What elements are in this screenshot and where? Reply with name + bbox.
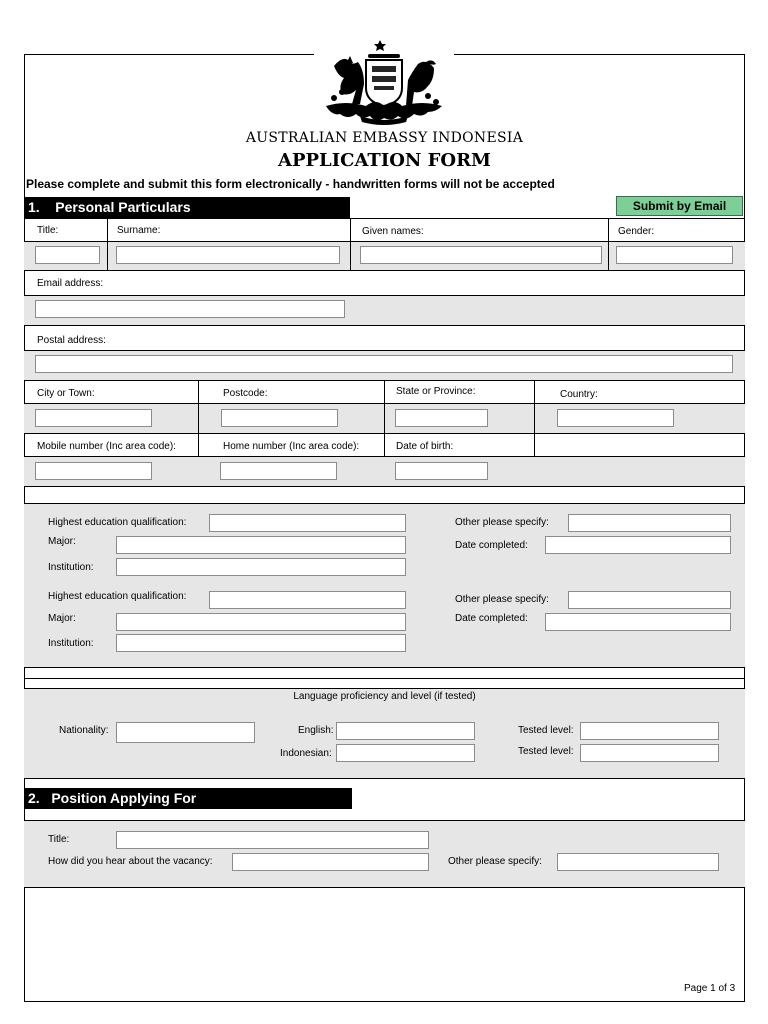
vacancy-source-input[interactable]	[232, 853, 429, 871]
other-specify-label-2: Other please specify:	[455, 594, 549, 605]
divider	[24, 486, 745, 487]
english-label: English:	[298, 725, 334, 736]
postal-address-label: Postal address:	[37, 335, 106, 346]
vacancy-source-label: How did you hear about the vacancy:	[48, 856, 213, 867]
state-input[interactable]	[395, 409, 488, 427]
date-completed-input-1[interactable]	[545, 536, 731, 554]
city-label: City or Town:	[37, 388, 95, 399]
section-1-heading: 1. Personal Particulars	[24, 197, 350, 218]
institution-input-2[interactable]	[116, 634, 406, 652]
position-title-input[interactable]	[116, 831, 429, 849]
postal-address-input[interactable]	[35, 355, 733, 373]
given-names-label: Given names:	[362, 226, 424, 237]
other-specify-input-3[interactable]	[557, 853, 719, 871]
other-specify-input-2[interactable]	[568, 591, 731, 609]
state-label: State or Province:	[396, 386, 476, 397]
divider	[384, 433, 385, 456]
embassy-name: AUSTRALIAN EMBASSY INDONESIA	[245, 130, 524, 146]
email-input[interactable]	[35, 300, 345, 318]
nationality-label: Nationality:	[59, 725, 109, 736]
indonesian-label: Indonesian:	[280, 748, 332, 759]
surname-label: Surname:	[117, 225, 161, 236]
highest-qual-input-1[interactable]	[209, 514, 406, 532]
home-number-label: Home number (Inc area code):	[223, 441, 360, 452]
divider	[24, 270, 745, 271]
form-title: APPLICATION FORM	[278, 150, 491, 171]
divider	[198, 380, 199, 433]
highest-qual-label-1: Highest education qualification:	[48, 517, 187, 528]
date-completed-label-1: Date completed:	[455, 540, 528, 551]
divider	[198, 433, 199, 456]
tested-level-input-1[interactable]	[580, 722, 719, 740]
major-label-1: Major:	[48, 536, 76, 547]
postcode-label: Postcode:	[223, 388, 268, 399]
divider	[534, 380, 535, 433]
divider	[24, 678, 745, 679]
divider	[350, 218, 351, 270]
tested-level-label-2: Tested level:	[518, 746, 574, 757]
major-label-2: Major:	[48, 613, 76, 624]
coat-of-arms-icon	[316, 36, 452, 128]
email-label: Email address:	[37, 278, 104, 289]
divider	[24, 218, 745, 219]
divider	[24, 325, 745, 326]
gender-label: Gender:	[618, 226, 655, 237]
tested-level-input-2[interactable]	[580, 744, 719, 762]
divider	[24, 667, 745, 668]
mobile-label: Mobile number (Inc area code):	[37, 441, 176, 452]
title-input[interactable]	[35, 246, 100, 264]
highest-qual-label-2: Highest education qualification:	[48, 591, 187, 602]
city-input[interactable]	[35, 409, 152, 427]
date-completed-input-2[interactable]	[545, 613, 731, 631]
divider	[24, 778, 745, 779]
gender-input[interactable]	[616, 246, 733, 264]
divider	[384, 380, 385, 433]
other-specify-label-1: Other please specify:	[455, 517, 549, 528]
major-input-1[interactable]	[116, 536, 406, 554]
submit-by-email-button[interactable]: Submit by Email	[616, 196, 743, 216]
institution-input-1[interactable]	[116, 558, 406, 576]
institution-label-1: Institution:	[48, 562, 94, 573]
major-input-2[interactable]	[116, 613, 406, 631]
divider	[534, 433, 535, 456]
surname-input[interactable]	[116, 246, 340, 264]
section-2-heading: 2. Position Applying For	[24, 788, 352, 809]
tested-level-label-1: Tested level:	[518, 725, 574, 736]
mobile-input[interactable]	[35, 462, 152, 480]
divider	[107, 218, 108, 270]
other-specify-input-1[interactable]	[568, 514, 731, 532]
postcode-input[interactable]	[221, 409, 338, 427]
date-completed-label-2: Date completed:	[455, 613, 528, 624]
divider	[608, 218, 609, 270]
given-names-input[interactable]	[360, 246, 602, 264]
indonesian-input[interactable]	[336, 744, 475, 762]
page-number: Page 1 of 3	[684, 983, 736, 994]
institution-label-2: Institution:	[48, 638, 94, 649]
language-heading: Language proficiency and level (if tested)	[293, 691, 476, 702]
title-label: Title:	[37, 225, 59, 236]
country-input[interactable]	[557, 409, 674, 427]
english-input[interactable]	[336, 722, 475, 740]
other-specify-label-3: Other please specify:	[448, 856, 542, 867]
nationality-input[interactable]	[116, 722, 255, 743]
dob-input[interactable]	[395, 462, 488, 480]
position-title-label: Title:	[48, 834, 70, 845]
instruction-text: Please complete and submit this form electronically - handwritten forms will not be accepted	[26, 177, 555, 191]
highest-qual-input-2[interactable]	[209, 591, 406, 609]
home-number-input[interactable]	[220, 462, 337, 480]
country-label: Country:	[560, 389, 598, 400]
dob-label: Date of birth:	[396, 441, 454, 452]
divider	[24, 887, 745, 888]
